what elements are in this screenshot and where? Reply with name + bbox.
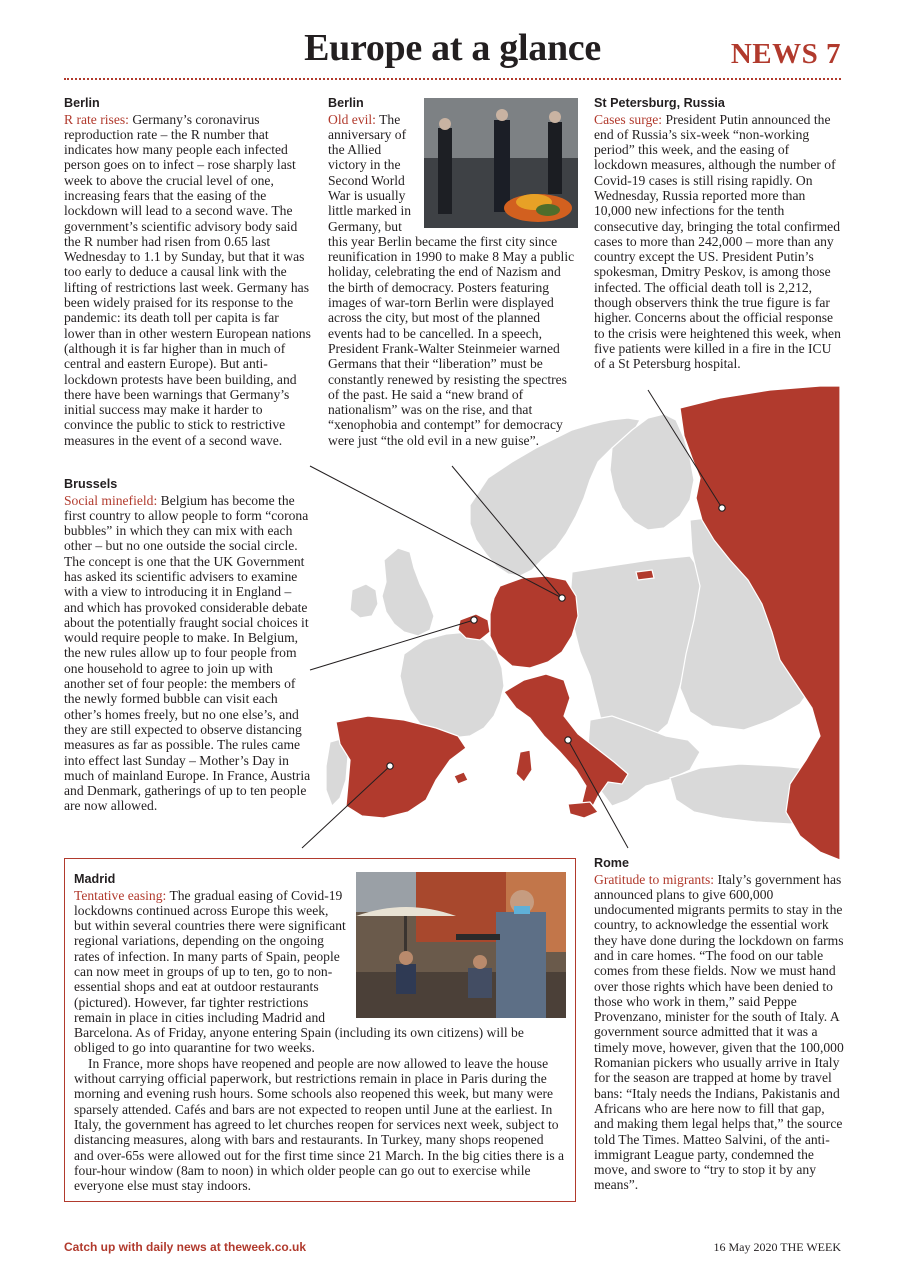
story-city: St Petersburg, Russia bbox=[594, 96, 725, 110]
story-brussels bbox=[64, 477, 312, 814]
story-text bbox=[64, 112, 312, 449]
story-body: The anniversary of the Allied victory in the Second World War is usually little marked in Germany, but this year Berlin became the first city since reunification in 1990 to make 8 May a public holiday, celebrating the end of Nazism and the birth of democracy. Posters featuring images of war-torn Berlin were displayed across the city, but most of the planned events had to be cancelled. In a speech, President Frank-Walter Steinmeier warned Germans that their “liberation” must be constantly renewed by resisting the spectres of the past. He said a “new brand of nationalism” was on the rise, and that “xenophobia and contempt” for democracy were just “the old evil in a new guise”. bbox=[328, 111, 575, 448]
story-text bbox=[594, 112, 844, 372]
story-city: Brussels bbox=[64, 477, 118, 491]
france bbox=[400, 632, 504, 738]
story-body-continued: In France, more shops have reopened and people are now allowed to leave the house without carrying official paperwork, but restrictions remain in place in Paris during the morning and evening rush hours. Some schools also reopened this week, but many were sparsely attended. Cafés and bars are not expected to reopen until June at the earliest. In Italy, the government has agreed to let churches reopen for services next week, subject to distancing measures, along with bars and restaurants. In Turkey, many shops reopened and over-65s were allowed out for the first time since 21 March. In the big cities there is a four-hour window (8am to noon) in which older people can go out to exercise while everyone else must stay indoors. bbox=[74, 1055, 565, 1194]
outdoor-restaurant-photo bbox=[356, 872, 566, 1018]
great-britain bbox=[382, 548, 434, 636]
story-city: Madrid bbox=[74, 872, 116, 886]
marker-stpetersburg bbox=[719, 505, 725, 511]
story-city: Berlin bbox=[328, 96, 364, 110]
story-lead: Cases surge: bbox=[594, 111, 663, 127]
story-berlin-evil bbox=[328, 96, 578, 448]
header-rule bbox=[64, 78, 841, 80]
marker-brussels bbox=[471, 617, 477, 623]
marker-madrid bbox=[387, 763, 393, 769]
story-text bbox=[64, 493, 312, 814]
story-lead: R rate rises: bbox=[64, 111, 129, 127]
story-lead: Social minefield: bbox=[64, 492, 158, 508]
spain bbox=[336, 716, 466, 818]
page-title: Europe at a glance bbox=[304, 27, 601, 69]
eastern-europe bbox=[570, 556, 704, 746]
germany bbox=[490, 576, 578, 668]
sardinia bbox=[516, 750, 532, 782]
balearics bbox=[454, 772, 468, 784]
story-city: Rome bbox=[594, 856, 629, 870]
ireland bbox=[350, 584, 378, 618]
wreath-ceremony-photo bbox=[424, 98, 578, 228]
story-body: The gradual easing of Covid-19 lockdowns continued across Europe this week, but within several countries there were significant regional variations, depending on the ongoing rates of infection. In many parts of Spain, people can now meet in groups of up to ten, go to non-essential shops and eat at outdoor restaurants (pictured). However, far tighter restrictions remain in place in cities including Madrid and Barcelona. As of Friday, anyone entering Spain (including its own citizens) will be obliged to go into quarantine for two weeks. bbox=[74, 887, 524, 1056]
marker-rome bbox=[565, 737, 571, 743]
story-madrid bbox=[74, 872, 566, 1193]
story-stpetersburg bbox=[594, 96, 844, 372]
story-text bbox=[594, 872, 844, 1193]
section-tag: NEWS 7 bbox=[730, 38, 841, 70]
story-rome bbox=[594, 856, 844, 1193]
story-berlin-r bbox=[64, 96, 312, 448]
story-body: Belgium has become the first country to allow people to form “corona bubbles” in which they can mix with each other – but no one outside the social circle. The concept is one that the UK Government has asked its scientific advisers to examine with a view to introducing it in England – and which has provoked considerable debate about the potentially fraught social choices it would require people to make. In Belgium, the new rules allow up to four people from one household to agree to join up with another set of four people: the members of the newly formed bubble can visit each other’s homes freely, but no one else’s, and they are still expected to observe distancing measures as far as possible. The rules came into effect last Sunday – Mother’s Day in much of mainland Europe. In France, Austria and Denmark, gatherings of up to ten people are now allowed. bbox=[64, 492, 311, 814]
story-city: Berlin bbox=[64, 96, 100, 110]
story-body: President Putin announced the end of Russia’s six-week “non-working period” this week, and the easing of lockdown measures, although the number of Covid-19 cases is still rising rapidly. On Wednesday, Russia reported more than 10,000 new infections for the tenth consecutive day, bringing the total confirmed cases to more than 242,000 – more than any country except the US. President Putin’s spokesman, Dmitry Peskov, is among those infected. The official death toll is 2,212, though observers think the true figure is far higher. Concerns about the official response to the crisis were heightened this week, when five patients were killed in a fire in the ICU of a St Petersburg hospital. bbox=[594, 111, 841, 372]
footer-issue: 16 May 2020 THE WEEK bbox=[713, 1240, 841, 1254]
story-lead: Old evil: bbox=[328, 111, 376, 127]
marker-berlin bbox=[559, 595, 565, 601]
story-body: Germany’s coronavirus reproduction rate – the R number that indicates how many people each infected person goes on to infect – rose sharply last week to above the crucial level of one, increasing fears that the easing of the lockdown will lead to a second wave. The government’s scientific advisory body said the R number had risen from 0.65 last Wednesday to 1.1 by Sunday, but that it was too early to deduce a causal link with the lifting of restrictions last week. Germany has been widely praised for its response to the pandemic: its death toll per capita is far lower than in other western European nations (although it is far higher than in much of central and eastern Europe). But anti-lockdown protests have been building, and there have been warnings that Germany’s initial success may make it harder to convince the public to stick to restrictive measures in the event of a second wave. bbox=[64, 111, 311, 448]
story-body: Italy’s government has announced plans to give 600,000 undocumented migrants permits to stay in the country, to acknowledge the essential work they have done during the lockdown on farms and in care homes. “The food on our table comes from these fields. Now we must hand over those rights which have been denied to those who work in them,” said Peppe Provenzano, minister for the south of Italy. A government source admitted that it was a timely move, however, given that the 100,000 Romanian pickers who usually arrive in Italy for the season are trapped at home by travel bans: “Italy needs the Indians, Pakistanis and Africans who are here now to fill that gap, and making them legal helps that,” the source told The Times. Matteo Salvini, of the anti-immigrant League party, condemned the move, and swore to “try to stop it by any means”. bbox=[594, 871, 844, 1193]
story-lead: Gratitude to migrants: bbox=[594, 871, 715, 887]
story-lead: Tentative easing: bbox=[74, 887, 167, 903]
kaliningrad bbox=[636, 570, 654, 580]
footer-promo-link[interactable]: Catch up with daily news at theweek.co.uk bbox=[64, 1240, 307, 1254]
